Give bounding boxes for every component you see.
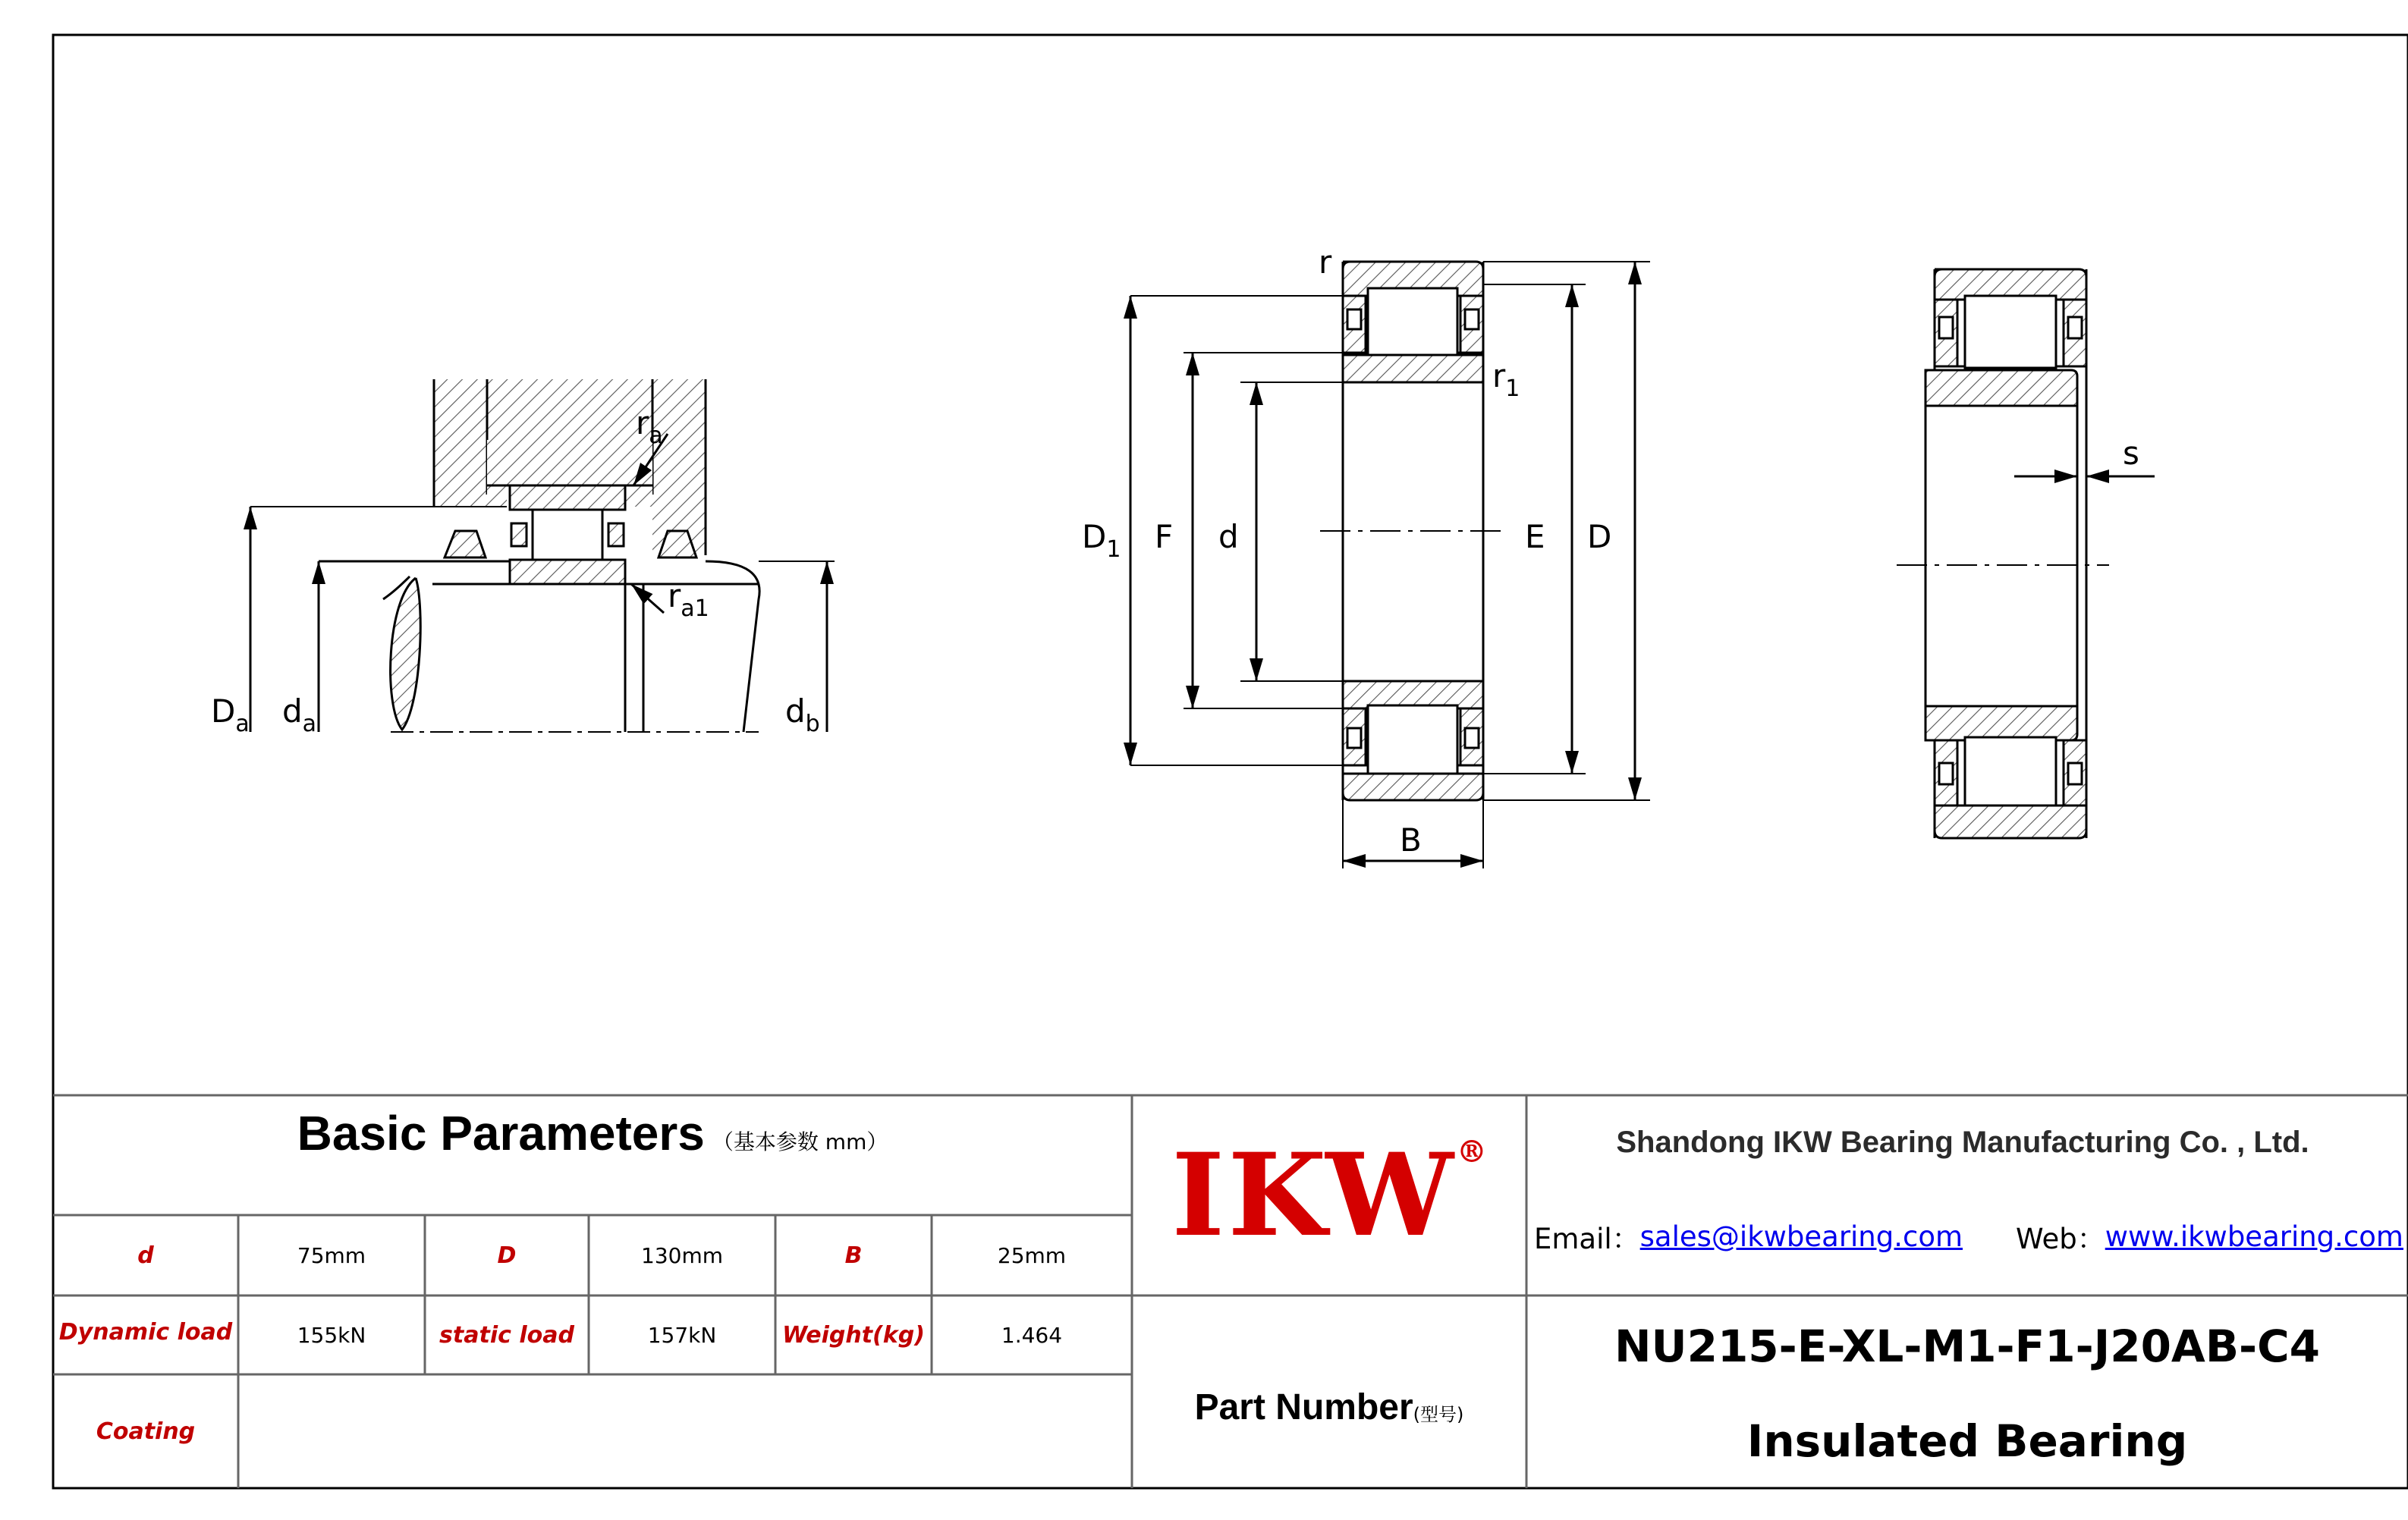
part-number-label-cell (1132, 1295, 1526, 1488)
svg-text:B: B (1400, 821, 1422, 859)
part-number-label: Part Number (1194, 1387, 1413, 1427)
svg-text:D1: $D_1$ (1082, 518, 1121, 563)
param-value-static-load: 157kN (647, 1322, 717, 1348)
section-diagram (1130, 262, 1650, 868)
side-diagram (1897, 269, 2155, 838)
param-label-dynamic-load: Dynamic load (58, 1318, 233, 1346)
svg-text:db: $d_b$ (785, 692, 820, 737)
param-value-d: 75mm (297, 1242, 366, 1268)
company-contact (1526, 1206, 2408, 1267)
part-number-label-sub: (型号) (1413, 1403, 1464, 1425)
param-value-dynamic-load: 155kN (297, 1322, 366, 1348)
email-label: Email： (1534, 1223, 1640, 1255)
registered-mark: ® (1456, 1133, 1487, 1170)
svg-text:F: F (1155, 518, 1174, 555)
svg-text:r1: $r_1$ (1492, 357, 1520, 402)
param-label-coating: Coating (96, 1418, 196, 1445)
part-number-value: NU215-E-XL-M1-F1-J20AB-C4 (1614, 1321, 2321, 1372)
param-label-D: D (497, 1242, 517, 1269)
svg-text:r: r (1319, 243, 1332, 281)
svg-text:s: s (2123, 435, 2139, 472)
ikw-logo (1132, 1095, 1526, 1295)
param-label-B: B (844, 1242, 863, 1269)
side-labels (2123, 435, 2139, 472)
web-label: Web： (2016, 1223, 2105, 1255)
ikw-logo-text: IKW (1171, 1129, 1457, 1262)
param-value-D: 130mm (641, 1242, 723, 1268)
svg-text:da: $d_a$ (282, 692, 317, 737)
svg-text:D: D (1587, 518, 1612, 555)
basic-parameters-header (53, 1095, 1132, 1171)
bearing-type: Insulated Bearing (1746, 1415, 2188, 1467)
svg-text:E: E (1525, 518, 1545, 555)
svg-text:ra1: $r_{a1}$ (668, 577, 709, 622)
company-name: Shandong IKW Bearing Manufacturing Co. , Ltd. (1616, 1125, 2309, 1159)
basic-parameters-subtitle: （基本参数 mm） (712, 1129, 888, 1154)
param-value-weight: 1.464 (1001, 1322, 1063, 1348)
email-link[interactable]: sales@ikwbearing.com (1639, 1220, 1963, 1253)
svg-text:d: d (1218, 518, 1239, 555)
basic-parameters-title: Basic Parameters (297, 1106, 705, 1160)
svg-text:ra: $r_a$ (636, 404, 663, 449)
svg-text:Da: $D_a$ (211, 692, 250, 737)
mounting-diagram (250, 379, 835, 732)
web-link[interactable]: www.ikwbearing.com (2105, 1220, 2403, 1253)
param-value-coating (238, 1374, 1132, 1488)
param-label-d: d (137, 1242, 154, 1269)
param-label-static-load: static load (439, 1321, 574, 1349)
param-label-weight: Weight(kg) (782, 1321, 925, 1349)
param-value-B: 25mm (997, 1242, 1067, 1268)
